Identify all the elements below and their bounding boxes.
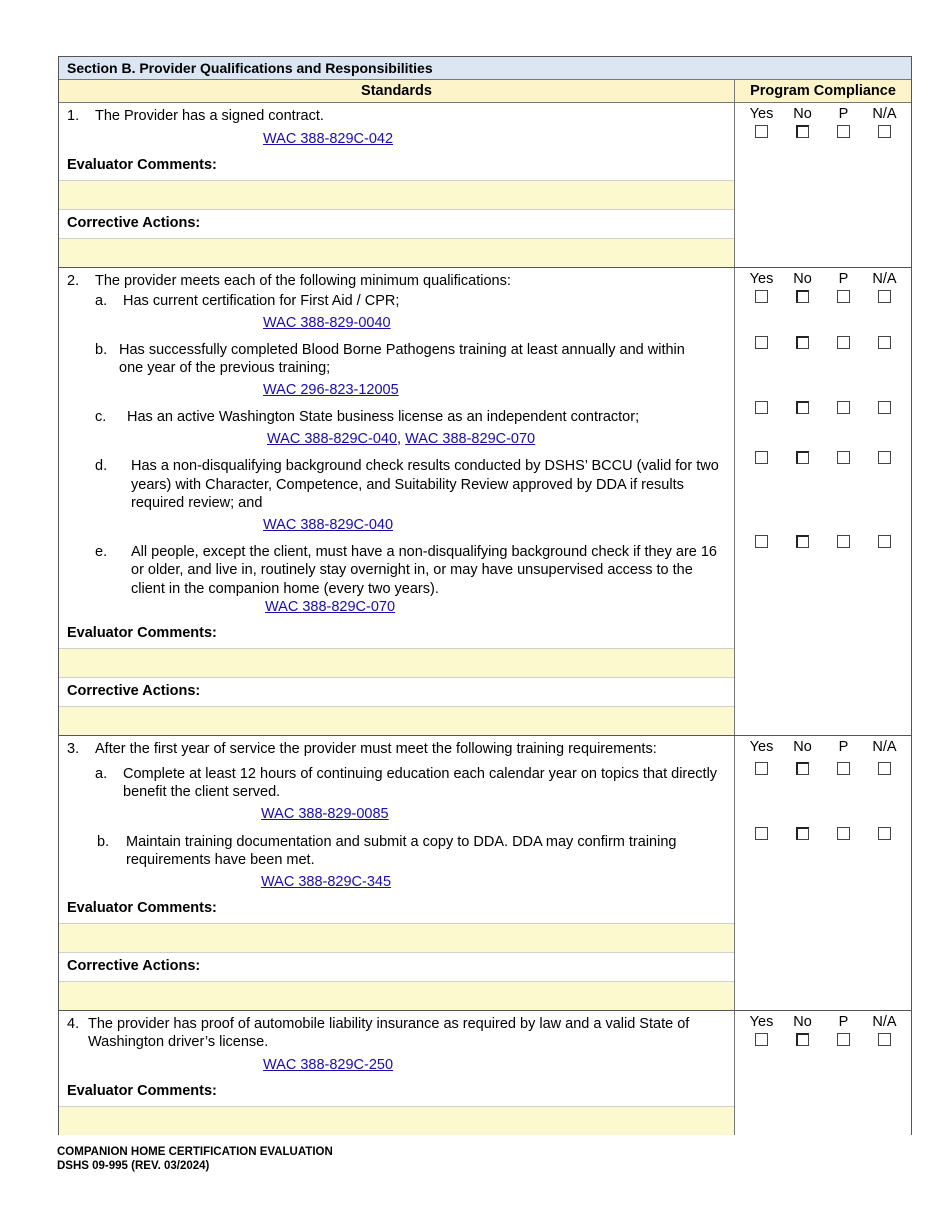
sub-item-3b: b. Maintain training documentation and submit a copy to DDA. DDA may confirm training requirements have been met. — [97, 833, 677, 868]
evaluator-comments-field[interactable] — [59, 923, 734, 953]
na-checkbox[interactable] — [878, 290, 891, 303]
na-checkbox[interactable] — [878, 827, 891, 840]
yes-checkbox[interactable] — [755, 762, 768, 775]
p-checkbox[interactable] — [837, 336, 850, 349]
wac-link[interactable]: WAC 296-823-12005 — [263, 381, 399, 398]
na-checkbox[interactable] — [878, 762, 891, 775]
wac-link[interactable]: WAC 388-829-0040 — [263, 314, 391, 331]
corrective-actions-field[interactable] — [59, 981, 734, 1010]
yes-checkbox[interactable] — [755, 125, 768, 138]
wac-link[interactable]: WAC 388-829C-070 — [405, 431, 536, 447]
yes-checkbox[interactable] — [755, 827, 768, 840]
na-checkbox[interactable] — [878, 535, 891, 548]
form-title: COMPANION HOME CERTIFICATION EVALUATION — [57, 1146, 333, 1158]
standard-2-text: 2. The provider meets each of the following minimum qualifications: — [67, 272, 511, 289]
sub-item-2c: c. Has an active Washington State business license as an independent contractor; — [95, 408, 640, 425]
sub-item-3a: a. Complete at least 12 hours of continuing education each calendar year on topics that directly benefit the client served. — [95, 765, 718, 800]
standards-header: Standards — [59, 80, 735, 102]
wac-link[interactable]: WAC 388-829C-345 — [261, 873, 392, 890]
standard-3 — [59, 736, 911, 1011]
evaluator-comments-label: Evaluator Comments: — [67, 625, 217, 641]
evaluator-comments-field[interactable] — [59, 1106, 734, 1135]
wac-link[interactable]: WAC 388-829-0085 — [261, 805, 389, 822]
evaluator-comments-field[interactable] — [59, 180, 734, 210]
p-checkbox[interactable] — [837, 125, 850, 138]
column-headers — [59, 80, 911, 103]
standard-1-text: 1. The Provider has a signed contract. — [67, 108, 324, 124]
p-checkbox[interactable] — [837, 535, 850, 548]
evaluator-comments-label: Evaluator Comments: — [67, 899, 217, 916]
yes-checkbox[interactable] — [755, 1033, 768, 1046]
sub-item-2d: d. Has a non-disqualifying background check results conducted by DSHS’ BCCU (valid for two years) with Character, Competence, and Suitability Review approved by DDA if results required review; and — [95, 458, 719, 511]
evaluator-comments-label: Evaluator Comments: — [67, 1082, 217, 1099]
no-checkbox[interactable] — [796, 451, 809, 464]
corrective-actions-label: Corrective Actions: — [67, 957, 201, 974]
section-title: Section B. Provider Qualifications and Responsibilities — [59, 56, 911, 80]
p-checkbox[interactable] — [837, 1033, 850, 1046]
wac-link[interactable]: WAC 388-829C-250 — [263, 1056, 394, 1073]
compliance-cell: Yes No P N/A — [735, 268, 911, 736]
corrective-actions-label: Corrective Actions: — [67, 214, 201, 231]
corrective-actions-field[interactable] — [59, 706, 734, 735]
p-checkbox[interactable] — [837, 451, 850, 464]
compliance-header: Program Compliance — [750, 83, 896, 99]
yes-checkbox[interactable] — [755, 451, 768, 464]
na-checkbox[interactable] — [878, 125, 891, 138]
compliance-cell: Yes No P N/A — [735, 103, 911, 267]
yes-checkbox[interactable] — [755, 401, 768, 414]
no-checkbox[interactable] — [796, 535, 809, 548]
corrective-actions-label: Corrective Actions: — [67, 683, 201, 699]
section-b-table — [58, 56, 912, 1135]
standard-3-text: 3. After the first year of service the provider must meet the following training requirements: — [67, 741, 657, 757]
p-checkbox[interactable] — [837, 290, 850, 303]
yes-checkbox[interactable] — [755, 535, 768, 548]
evaluator-comments-field[interactable] — [59, 648, 734, 678]
sub-item-2a: a. Has current certification for First Aid / CPR; — [95, 293, 400, 309]
no-checkbox[interactable] — [796, 762, 809, 775]
wac-link[interactable]: WAC 388-829C-070 — [265, 599, 396, 615]
evaluator-comments-label: Evaluator Comments: — [67, 156, 217, 173]
compliance-cell: Yes No P N/A — [735, 736, 911, 1010]
no-checkbox[interactable] — [796, 401, 809, 414]
no-checkbox[interactable] — [796, 827, 809, 840]
na-checkbox[interactable] — [878, 401, 891, 414]
wac-link[interactable]: WAC 388-829C-042 — [263, 130, 394, 147]
wac-link[interactable]: WAC 388-829C-040 — [263, 516, 394, 533]
standard-4-text: 4. The provider has proof of automobile liability insurance as required by law and a valid State of Washington driver’s license. — [67, 1015, 690, 1050]
form-number: DSHS 09-995 (REV. 03/2024) — [57, 1160, 210, 1172]
no-checkbox[interactable] — [796, 125, 809, 138]
sub-item-2b: b. Has successfully completed Blood Borne Pathogens training at least annually and within one year of the previous training; — [95, 341, 685, 376]
page-footer — [57, 1145, 333, 1173]
na-checkbox[interactable] — [878, 451, 891, 464]
yes-checkbox[interactable] — [755, 336, 768, 349]
no-checkbox[interactable] — [796, 290, 809, 303]
na-checkbox[interactable] — [878, 336, 891, 349]
p-checkbox[interactable] — [837, 401, 850, 414]
no-checkbox[interactable] — [796, 336, 809, 349]
no-checkbox[interactable] — [796, 1033, 809, 1046]
standard-4 — [59, 1011, 911, 1135]
sub-item-2e: e. All people, except the client, must have a non-disqualifying background check if they are 16 or older, and live in, routinely stay overnight in, or may have unsupervised access to the client in the companion home (every two years). — [95, 543, 717, 597]
yes-checkbox[interactable] — [755, 290, 768, 303]
standard-1 — [59, 103, 911, 268]
na-checkbox[interactable] — [878, 1033, 891, 1046]
standard-2: 2. The provider meets each of the following minimum qualifications: a. Has current certification for First Aid / CPR; WAC 388-829-0040 b. Has successfully completed Blood Borne Pathogens training at least annually and within one year of the previous training; WAC 296-823-12005 c. Has an active Washington State business license as an independent contractor; WAC 388-829C-040, WAC 388-829C-070 d. Has a non-disqualifying background check results conducted by DSHS’ BCCU (valid for two years) with Character, Competence, and Suitability Review approved by DDA if results required review; and WAC 388-829C-040 e. All people, except the client, must have a non-disqualifying background check if they are 16 or older, and live in, routinely stay overnight in, or may have unsupervised access to the client in the companion home (every two years). WAC 388-829C-070 Evaluator Comments: Corrective Actions: Yes No P N/A — [59, 268, 911, 737]
corrective-actions-field[interactable] — [59, 238, 734, 267]
p-checkbox[interactable] — [837, 762, 850, 775]
p-checkbox[interactable] — [837, 827, 850, 840]
wac-link[interactable]: WAC 388-829C-040 — [267, 431, 398, 447]
compliance-cell: Yes No P N/A — [735, 1011, 911, 1135]
